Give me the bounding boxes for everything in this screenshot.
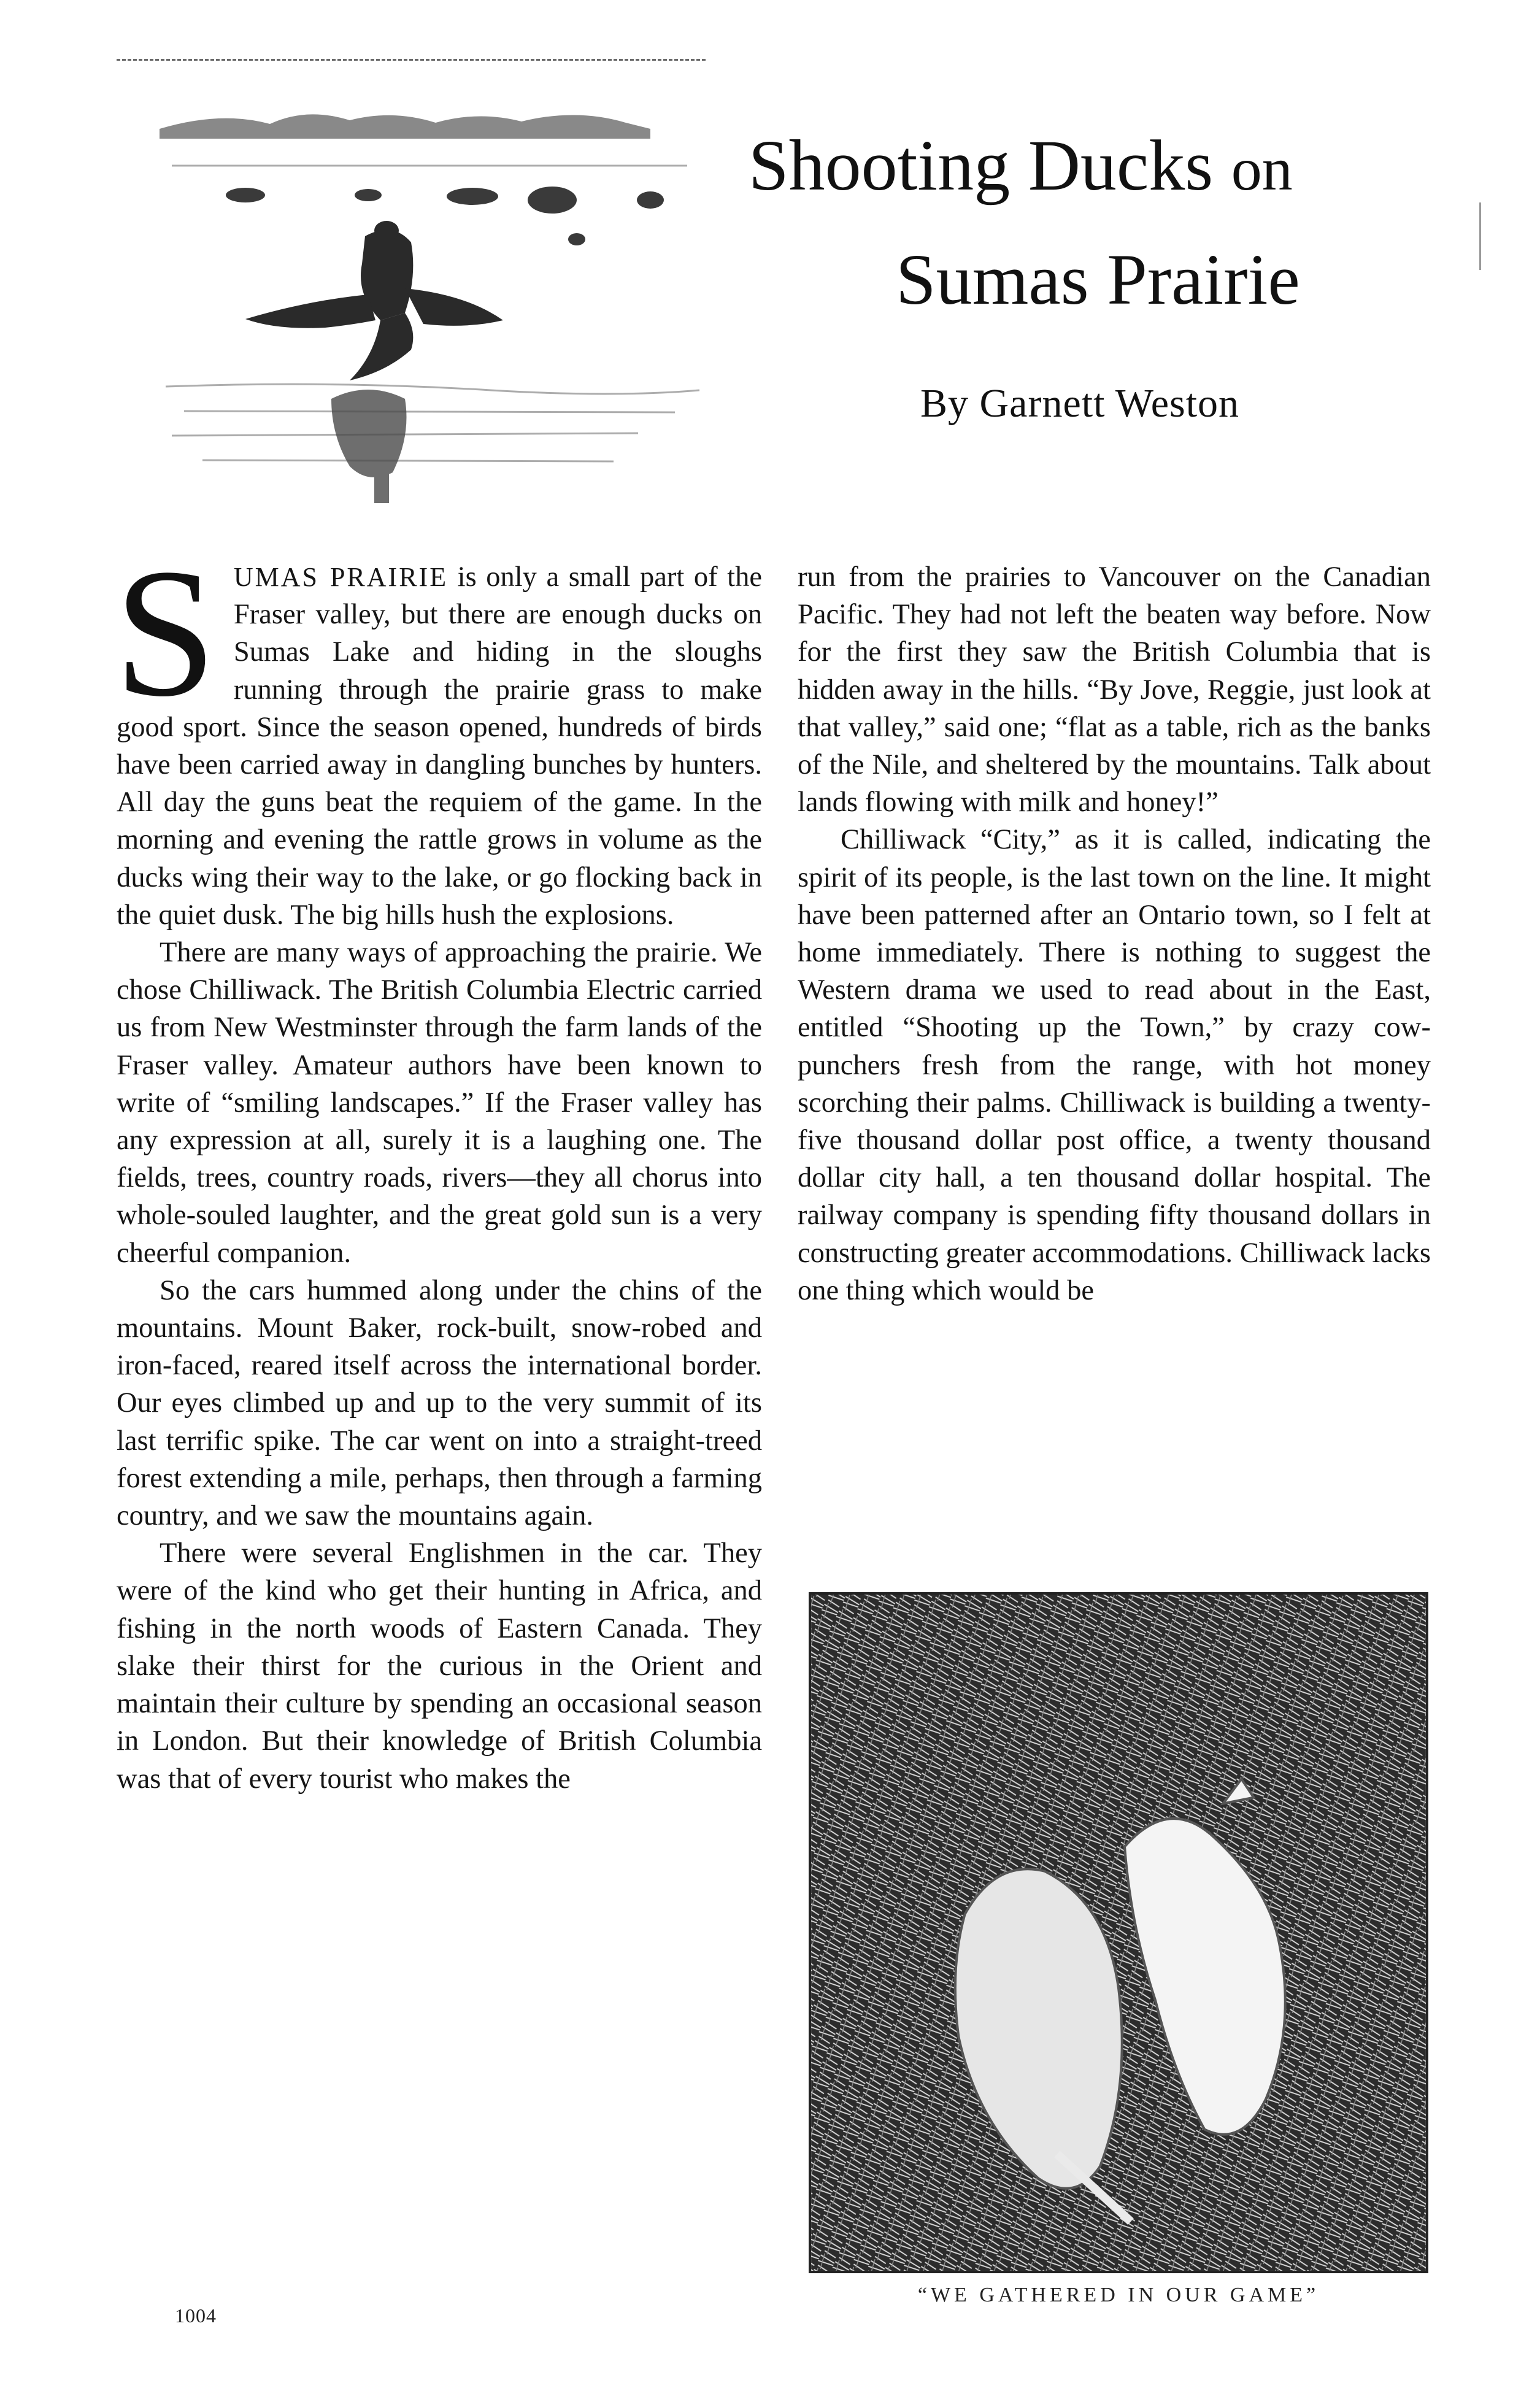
article-title bbox=[730, 110, 1454, 335]
paragraph-5-continued: run from the prairies to Vancouver on the Canadian Pacific. They had not left the beaten way before. Now for the first they saw the British Columbia that is hidden away in the hills. “By Jove, Reggie, just look at that valley,” said one; “flat as a table, rich as the banks of the Nile, and sheltered by the mountains. Talk about lands flowing with milk and honey!” bbox=[798, 561, 1431, 818]
paragraph-1 bbox=[114, 531, 762, 934]
paragraph-3: So the cars hummed along under the chins of the mountains. Mount Baker, rock-built, snow-robed and iron-faced, reared itself across the international border. Our eyes climbed up and up to the very summit of its last terrific spike. The car went on into a straight-treed forest extending a mile, perhaps, then through a farming country, and we saw the mountains again. bbox=[117, 1274, 762, 1532]
paragraph-4: There were several Englishmen in the car. They were of the kind who get their hunting in Africa, and fishing in the north woods of Eastern Canada. They slake their thirst for the curious in the Orient and maintain their culture by spending an occasional season in London. But their knowledge of British Columbia was that of every tourist who makes the bbox=[117, 1538, 762, 1795]
column-right bbox=[798, 558, 1431, 1309]
duck-landing-illustration bbox=[147, 92, 712, 509]
dead-ducks-photo bbox=[809, 1592, 1428, 2273]
page-number: 1004 bbox=[175, 2305, 217, 2327]
edge-mark bbox=[1479, 202, 1481, 270]
title-line-2: Sumas Prairie bbox=[896, 239, 1300, 320]
opening-words: UMAS PRAIRIE bbox=[233, 562, 449, 592]
title-line-1: Shooting Ducks bbox=[749, 125, 1214, 206]
title-line-1-tail: on bbox=[1231, 135, 1293, 203]
paragraph-1-text: is only a small part of the Fraser valley, but there are enough ducks on Sumas Lake and hiding in the sloughs running through the prairie grass to make good sport. Since the season opened, hundreds of birds have been carried away in dangling bunches by hunters. All day the guns beat the requiem of the game. In the morning and evening the rattle grows in volume as the ducks wing their way to the lake, or go flocking back in the quiet dusk. The big hills hush the explosions. bbox=[117, 561, 762, 931]
paragraph-6: Chilliwack “City,” as it is called, indicating the spirit of its people, is the last town on the line. It might have been patterned after an Ontario town, so I felt at home immediately. There is nothing to suggest the Western drama we used to read about in the East, entitled “Shooting up the Town,” by crazy cow-punchers fresh from the range, with hot money scorching their palms. Chilliwack is building a twenty-five thousand dollar post office, a twenty thousand dollar city hall, a ten thousand dollar hospital. The railway company is spending fifty thousand dollars in constructing greater accommodations. Chilliwack lacks one thing which would be bbox=[798, 824, 1431, 1306]
column-left bbox=[114, 531, 762, 1798]
byline: By Garnett Weston bbox=[920, 381, 1240, 426]
drop-cap: S bbox=[114, 531, 217, 734]
photo-caption: “WE GATHERED IN OUR GAME” bbox=[917, 2284, 1320, 2306]
paragraph-2: There are many ways of approaching the prairie. We chose Chilliwack. The British Columbia Electric carried us from New Westminster through the farm lands of the Fraser valley. Amateur authors have been known to write of “smiling landscapes.” If the Fraser valley has any expression at all, surely it is a laughing one. The fields, trees, country roads, rivers—they all chorus into whole-souled laughter, and the great gold sun is a very cheerful companion. bbox=[117, 937, 762, 1269]
top-rule bbox=[117, 59, 706, 61]
